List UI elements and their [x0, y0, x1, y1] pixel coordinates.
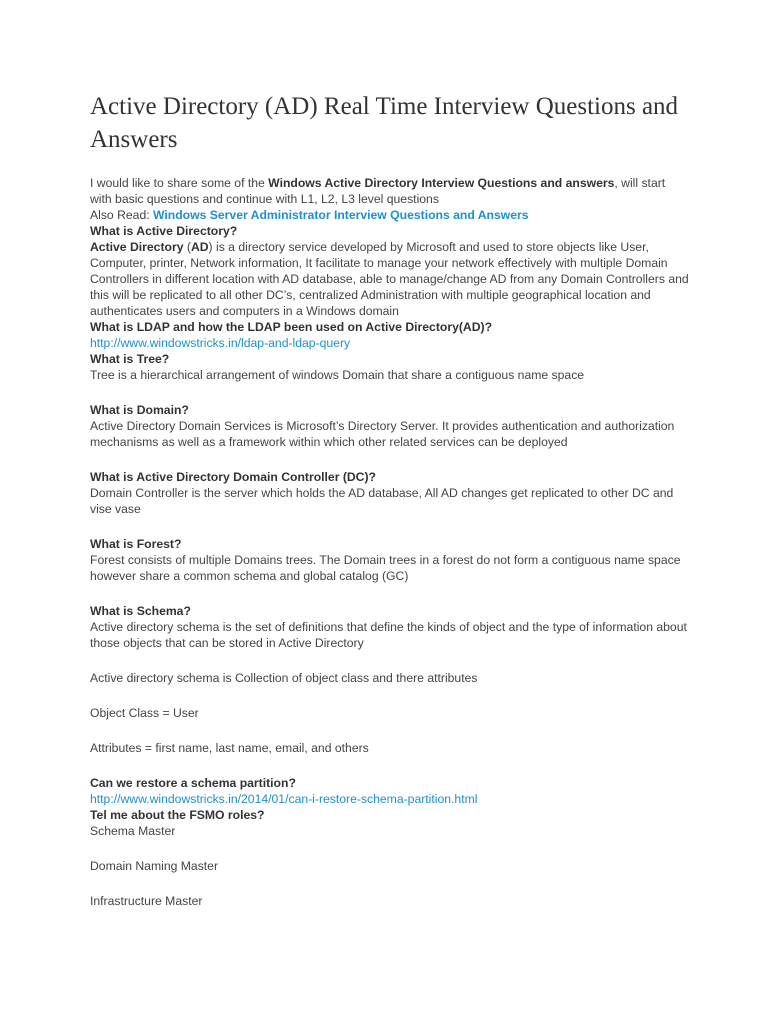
spacer — [90, 584, 690, 603]
also-read-label: Also Read: — [90, 208, 154, 222]
answer-schema-object-class: Object Class = User — [90, 706, 199, 720]
question-ldap: What is LDAP and how the LDAP been used on Active Directory(AD)? — [90, 320, 493, 334]
spacer — [90, 756, 690, 775]
answer-schema-definition: Active directory schema is the set of definitions that define the kinds of object and the type of information about those objects that can be stored in Active Directory — [90, 620, 687, 650]
spacer — [90, 874, 690, 893]
intro-text: I would like to share some of the — [90, 176, 269, 190]
fsmo-role: Domain Naming Master — [90, 859, 219, 873]
question-fsmo-roles: Tel me about the FSMO roles? — [90, 808, 265, 822]
spacer — [90, 686, 690, 705]
question-domain: What is Domain? — [90, 403, 189, 417]
page-title: Active Directory (AD) Real Time Interview Questions and Answers — [90, 93, 679, 153]
spacer — [90, 383, 690, 402]
answer-active-directory — [90, 239, 690, 319]
answer-domain-controller: Domain Controller is the server which holds the AD database, All AD changes get replicated to other DC and vise vase — [90, 486, 674, 516]
intro-bold: Windows Active Directory Interview Questions and answers — [268, 176, 615, 190]
spacer — [90, 839, 690, 858]
question-tree: What is Tree? — [90, 352, 170, 366]
answer-ldap — [90, 335, 690, 351]
question-forest: What is Forest? — [90, 537, 182, 551]
also-read-link[interactable]: Windows Server Administrator Interview Questions and Answers — [153, 208, 529, 222]
question-domain-controller: What is Active Directory Domain Controller (DC)? — [90, 470, 376, 484]
intro-paragraph — [90, 175, 690, 207]
answer-restore-schema — [90, 791, 690, 807]
answer-tree: Tree is a hierarchical arrangement of windows Domain that share a contiguous name space — [90, 368, 585, 382]
article-body — [90, 175, 690, 909]
answer-ad-text: ( — [183, 240, 191, 254]
answer-schema-collection: Active directory schema is Collection of object class and there attributes — [90, 671, 478, 685]
question-schema: What is Schema? — [90, 604, 191, 618]
question-active-directory: What is Active Directory? — [90, 224, 238, 238]
answer-forest: Forest consists of multiple Domains trees. The Domain trees in a forest do not form a contiguous name space however share a common schema and global catalog (GC) — [90, 553, 681, 583]
restore-schema-link[interactable]: http://www.windowstricks.in/2014/01/can-i-restore-schema-partition.html — [90, 792, 478, 806]
answer-domain: Active Directory Domain Services is Microsoft’s Directory Server. It provides authentication and authorization mechanisms as well as a framework within which other related services can be deployed — [90, 419, 675, 449]
ldap-link[interactable]: http://www.windowstricks.in/ldap-and-ldap-query — [90, 336, 351, 350]
also-read — [90, 207, 690, 223]
answer-schema-attributes: Attributes = first name, last name, email, and others — [90, 741, 369, 755]
spacer — [90, 721, 690, 740]
answer-ad-bold: Active Directory — [90, 240, 184, 254]
fsmo-role: Schema Master — [90, 824, 176, 838]
intro-text-end: , will start with basic questions and continue with L1, L2, L3 level questions — [90, 176, 666, 206]
spacer — [90, 450, 690, 469]
answer-ad-text-2: ) is a directory service developed by Microsoft and used to store objects like User, Computer, printer, Network information, It facilitate to manage your network effectively with multiple Domain Controllers in different location with AD database, able to manage/change AD from any Domain Controllers and this will be replicated to all other DC’s, centralized Administration with multiple geographical location and authenticates users and computers in a Windows domain — [90, 240, 689, 318]
question-restore-schema: Can we restore a schema partition? — [90, 776, 296, 790]
spacer — [90, 651, 690, 670]
answer-ad-abbr: AD — [190, 240, 209, 254]
spacer — [90, 517, 690, 536]
fsmo-role: Infrastructure Master — [90, 894, 203, 908]
